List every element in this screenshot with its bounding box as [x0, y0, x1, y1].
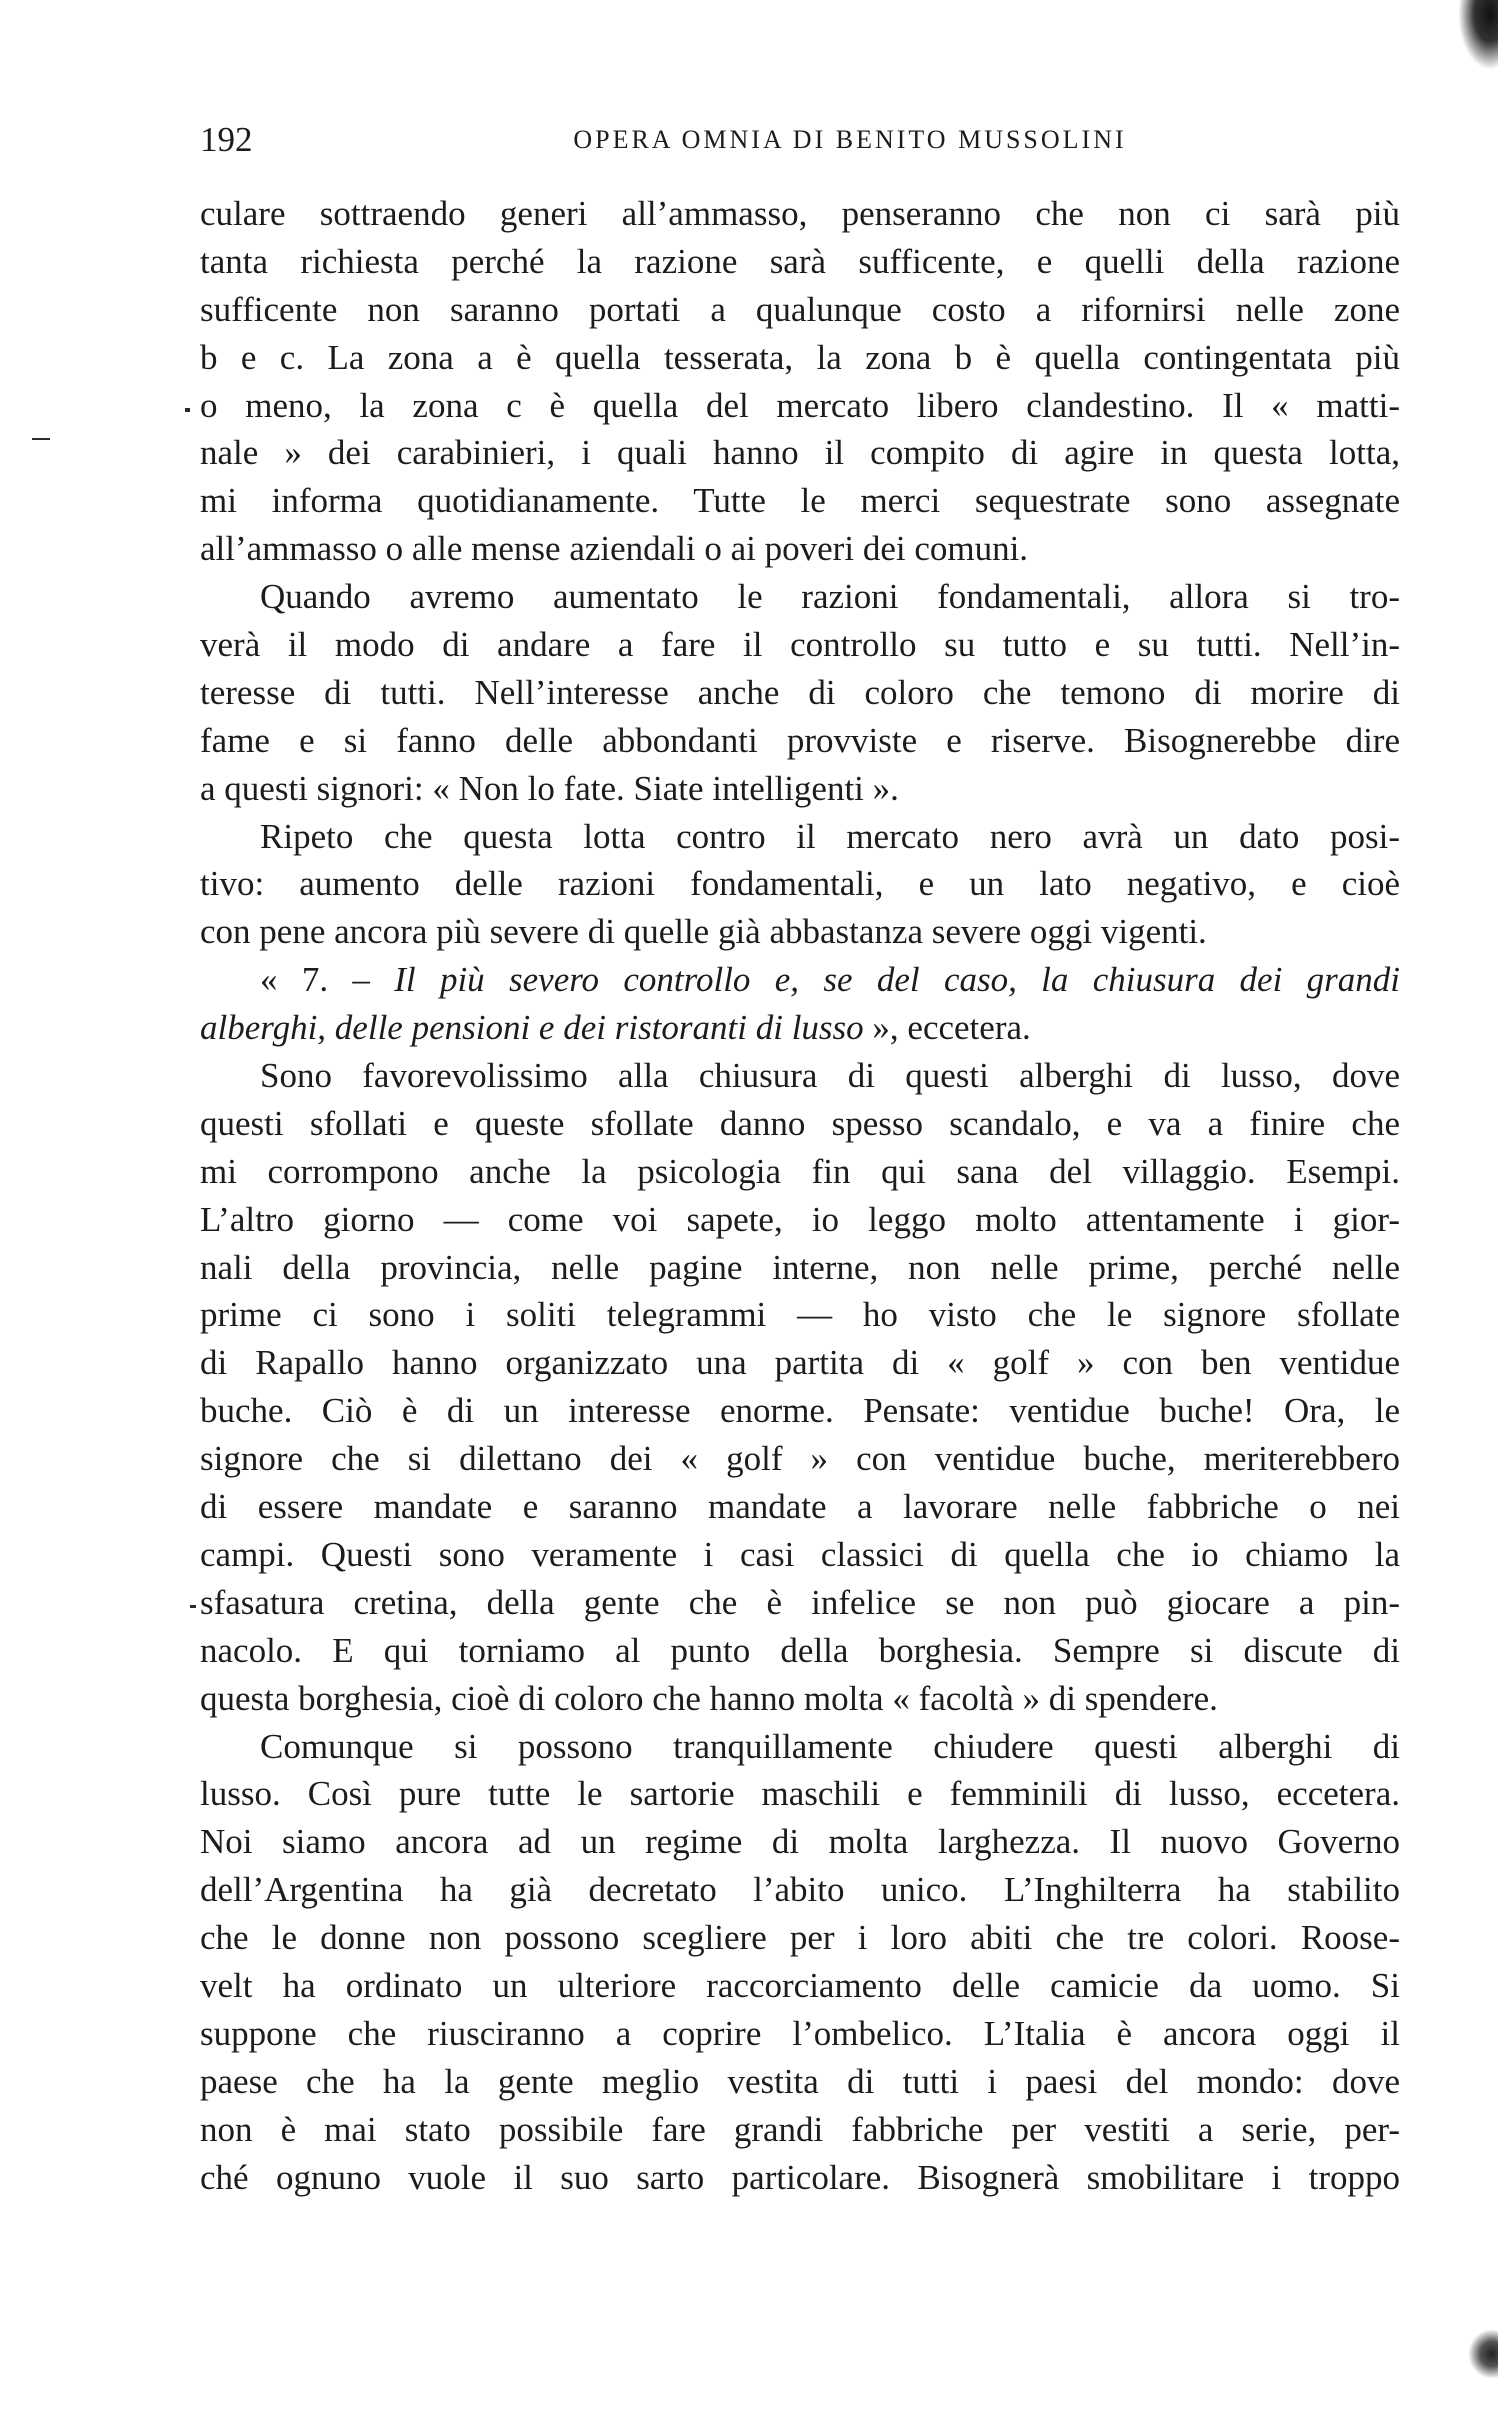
- text-run: », eccetera.: [863, 1008, 1031, 1048]
- text-line: verà il modo di andare a fare il controllo su tutto e su tutti. Nell’in-: [200, 625, 1400, 665]
- text-line: [200, 956, 1400, 1004]
- text-line: Noi siamo ancora ad un regime di molta larghezza. Il nuovo Governo: [200, 1822, 1400, 1862]
- running-header: [200, 115, 1400, 165]
- italic-text-run: Il più severo controllo e, se del caso, la chiusura dei grandi: [394, 960, 1400, 1000]
- text-line: tivo: aumento delle razioni fondamentali, e un lato negativo, e cioè: [200, 864, 1400, 904]
- text-line: [200, 1004, 1400, 1052]
- text-line: di essere mandate e saranno mandate a lavorare nelle fabbriche o nei: [200, 1487, 1400, 1527]
- text-line: teresse di tutti. Nell’interesse anche di coloro che temono di morire di: [200, 672, 1400, 712]
- text-line: che le donne non possono scegliere per i loro abiti che tre colori. Roose-: [200, 1918, 1400, 1958]
- scan-blot-bottom-right: [1468, 2329, 1498, 2379]
- text-line: culare sottraendo generi all’ammasso, penseranno che non ci sarà più: [200, 194, 1400, 233]
- text-line: nali della provincia, nelle pagine interne, non nelle prime, perché nelle: [200, 1247, 1400, 1287]
- text-line: o meno, la zona c è quella del mercato libero clandestino. Il « matti-: [200, 385, 1400, 425]
- running-title: OPERA OMNIA DI BENITO MUSSOLINI: [573, 125, 1127, 154]
- text-line: questa borghesia, cioè di coloro che hanno molta « facoltà » di spendere.: [200, 1678, 1218, 1718]
- margin-dot-mark: [190, 1605, 196, 1608]
- text-line: sufficente non saranno portati a qualunque costo a rifornirsi nelle zone: [200, 289, 1400, 329]
- text-line: b e c. La zona a è quella tesserata, la zona b è quella contingentata più: [200, 337, 1400, 377]
- text-line: sfasatura cretina, della gente che è infelice se non può giocare a pin-: [200, 1582, 1400, 1622]
- text-line: Comunque si possono tranquillamente chiudere questi alberghi di: [260, 1726, 1400, 1766]
- page-number: 192: [200, 120, 253, 159]
- text-line: lusso. Così pure tutte le sartorie maschili e femminili di lusso, eccetera.: [200, 1774, 1400, 1814]
- text-line: campi. Questi sono veramente i casi classici di quella che io chiamo la: [200, 1534, 1400, 1574]
- text-line: di Rapallo hanno organizzato una partita di « golf » con ben ventidue: [200, 1343, 1400, 1383]
- text-line: all’ammasso o alle mense aziendali o ai poveri dei comuni.: [200, 529, 1029, 569]
- text-line: ché ognuno vuole il suo sarto particolare. Bisognerà smobilitare i troppo: [200, 2157, 1400, 2197]
- text-line: questi sfollati e queste sfollate danno spesso scandalo, e va a finire che: [200, 1103, 1400, 1143]
- text-line: mi informa quotidianamente. Tutte le merci sequestrate sono assegnate: [200, 481, 1400, 521]
- margin-dash-mark: [32, 438, 50, 440]
- text-line: non è mai stato possibile fare grandi fabbriche per vestiti a serie, per-: [200, 2109, 1400, 2149]
- text-line: fame e si fanno delle abbondanti provviste e riserve. Bisognerebbe dire: [200, 720, 1400, 760]
- text-line: Ripeto che questa lotta contro il mercato nero avrà un dato posi-: [260, 816, 1400, 856]
- text-line: con pene ancora più severe di quelle già abbastanza severe oggi vigenti.: [200, 912, 1207, 952]
- text-line: signore che si dilettano dei « golf » con ventidue buche, meriterebbero: [200, 1439, 1400, 1479]
- text-line: a questi signori: « Non lo fate. Siate intelligenti ».: [200, 768, 899, 808]
- text-line: dell’Argentina ha già decretato l’abito unico. L’Inghilterra ha stabilito: [200, 1870, 1400, 1910]
- text-line: velt ha ordinato un ulteriore raccorciamento delle camicie da uomo. Si: [200, 1965, 1400, 2005]
- text-line: L’altro giorno — come voi sapete, io leggo molto attentamente i gior-: [200, 1199, 1400, 1239]
- scan-blot-top-right: [1458, 0, 1498, 70]
- text-line: nacolo. E qui torniamo al punto della borghesia. Sempre si discute di: [200, 1630, 1400, 1670]
- text-line: buche. Ciò è di un interesse enorme. Pensate: ventidue buche! Ora, le: [200, 1391, 1400, 1431]
- text-line: mi corrompono anche la psicologia fin qui sana del villaggio. Esempi.: [200, 1151, 1400, 1191]
- body-text: [200, 190, 1400, 2201]
- text-line: Sono favorevolissimo alla chiusura di questi alberghi di lusso, dove: [260, 1056, 1400, 1096]
- text-line: Quando avremo aumentato le razioni fondamentali, allora si tro-: [260, 577, 1400, 617]
- margin-dot-mark: [185, 408, 190, 412]
- text-line: prime ci sono i soliti telegrammi — ho visto che le signore sfollate: [200, 1295, 1400, 1335]
- text-line: tanta richiesta perché la razione sarà sufficente, e quelli della razione: [200, 241, 1400, 281]
- text-line: paese che ha la gente meglio vestita di tutti i paesi del mondo: dove: [200, 2061, 1400, 2101]
- text-run: « 7. –: [260, 960, 395, 1000]
- italic-text-run: alberghi, delle pensioni e dei ristoranti di lusso: [200, 1008, 864, 1048]
- text-line: nale » dei carabinieri, i quali hanno il compito di agire in questa lotta,: [200, 433, 1400, 473]
- text-line: suppone che riusciranno a coprire l’ombelico. L’Italia è ancora oggi il: [200, 2013, 1400, 2053]
